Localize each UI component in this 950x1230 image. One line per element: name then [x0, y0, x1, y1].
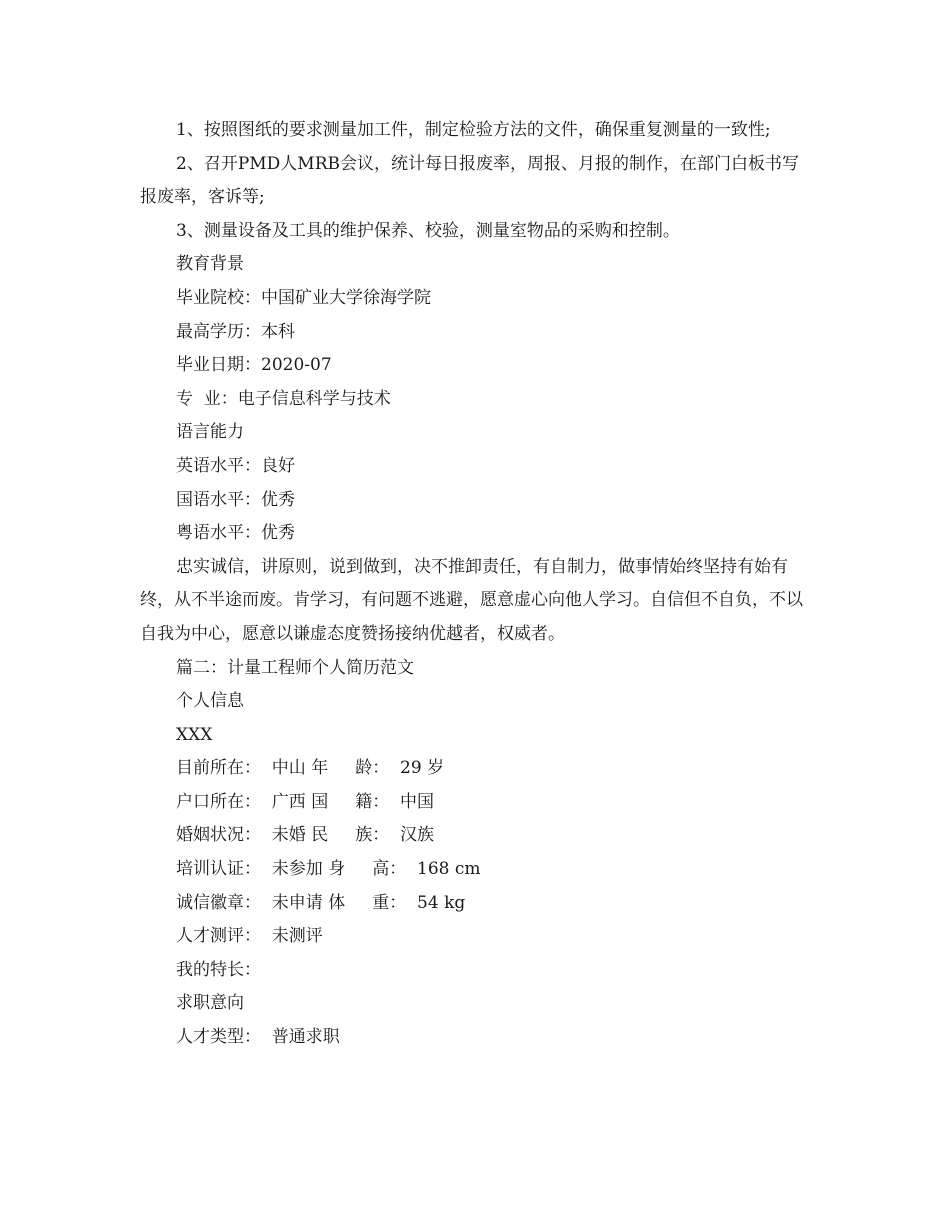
duty-item-2: 2、召开PMD人MRB会议，统计每日报废率，周报、月报的制作，在部门白板书写报废率，客诉等; [140, 153, 799, 208]
info-row: 诚信徽章： 未申请 体 重： 54 kg [176, 892, 466, 913]
language-heading: 语言能力 [176, 422, 244, 443]
info-row: 培训认证： 未参加 身 高： 168 cm [176, 859, 481, 880]
talent-type: 人才类型： 普通求职 [176, 1027, 340, 1048]
document-body [140, 114, 812, 1055]
info-row: 户口所在： 广西 国 籍： 中国 [176, 791, 435, 812]
education-date: 毕业日期：2020-07 [176, 355, 332, 376]
education-heading: 教育背景 [176, 254, 244, 275]
education-major: 专 业：电子信息科学与技术 [176, 388, 391, 409]
duty-item-3: 3、测量设备及工具的维护保养、校验，测量室物品的采购和控制。 [176, 220, 680, 241]
language-cantonese: 粤语水平：优秀 [176, 523, 295, 544]
info-row: 婚姻状况： 未婚 民 族： 汉族 [176, 825, 435, 846]
info-row: 人才测评： 未测评 [176, 926, 323, 947]
language-english: 英语水平：良好 [176, 455, 295, 476]
language-mandarin: 国语水平：优秀 [176, 489, 295, 510]
job-intent-heading: 求职意向 [176, 993, 244, 1014]
part2-title: 篇二：计量工程师个人简历范文 [176, 657, 414, 678]
education-school: 毕业院校：中国矿业大学徐海学院 [176, 287, 431, 308]
self-evaluation: 忠实诚信，讲原则，说到做到，决不推卸责任，有自制力，做事情始终坚持有始有终，从不半途而废。肯学习，有问题不逃避，愿意虚心向他人学习。自信但不自负，不以自我为中心，愿意以谦虚态度赞扬接纳优越者，权威者。 [140, 556, 803, 644]
info-row: 我的特长： [176, 959, 261, 980]
education-degree: 最高学历：本科 [176, 321, 295, 342]
personal-info-heading: 个人信息 [176, 691, 244, 712]
candidate-name: XXX [176, 724, 213, 745]
duty-item-1: 1、按照图纸的要求测量加工件，制定检验方法的文件，确保重复测量的一致性; [176, 120, 771, 140]
info-row: 目前所在： 中山 年 龄： 29 岁 [176, 758, 445, 779]
